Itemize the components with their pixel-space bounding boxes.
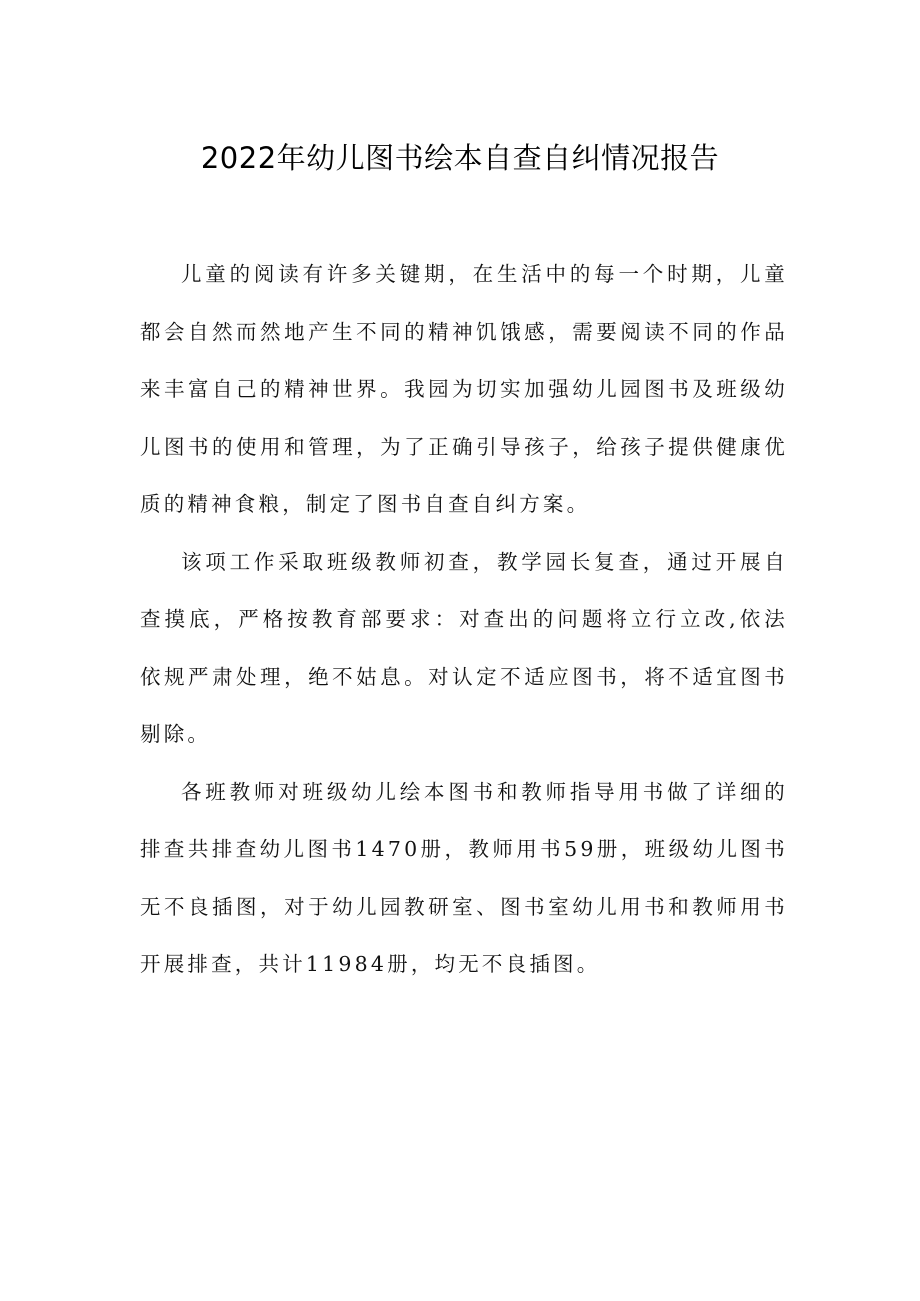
paragraph-2: 该项工作采取班级教师初查，教学园长复查，通过开展自查摸底，严格按教育部要求：对查出的问题将立行立改,依法依规严肃处理，绝不姑息。对认定不适应图书，将不适宜图书剔除。	[140, 549, 788, 746]
document-body	[140, 246, 788, 994]
paragraph-1: 儿童的阅读有许多关键期，在生活中的每一个时期，儿童都会自然而然地产生不同的精神饥饿感，需要阅读不同的作品来丰富自己的精神世界。我园为切实加强幼儿园图书及班级幼儿图书的使用和管理，为了正确引导孩子，给孩子提供健康优质的精神食粮，制定了图书自查自纠方案。	[140, 262, 788, 516]
paragraph-3: 各班教师对班级幼儿绘本图书和教师指导用书做了详细的排查共排查幼儿图书1470册，教师用书59册，班级幼儿图书无不良插图，对于幼儿园教研室、图书室幼儿用书和教师用书开展排查，共计11984册，均无不良插图。	[140, 779, 788, 976]
document-title: 2022年幼儿图书绘本自查自纠情况报告	[200, 141, 720, 175]
